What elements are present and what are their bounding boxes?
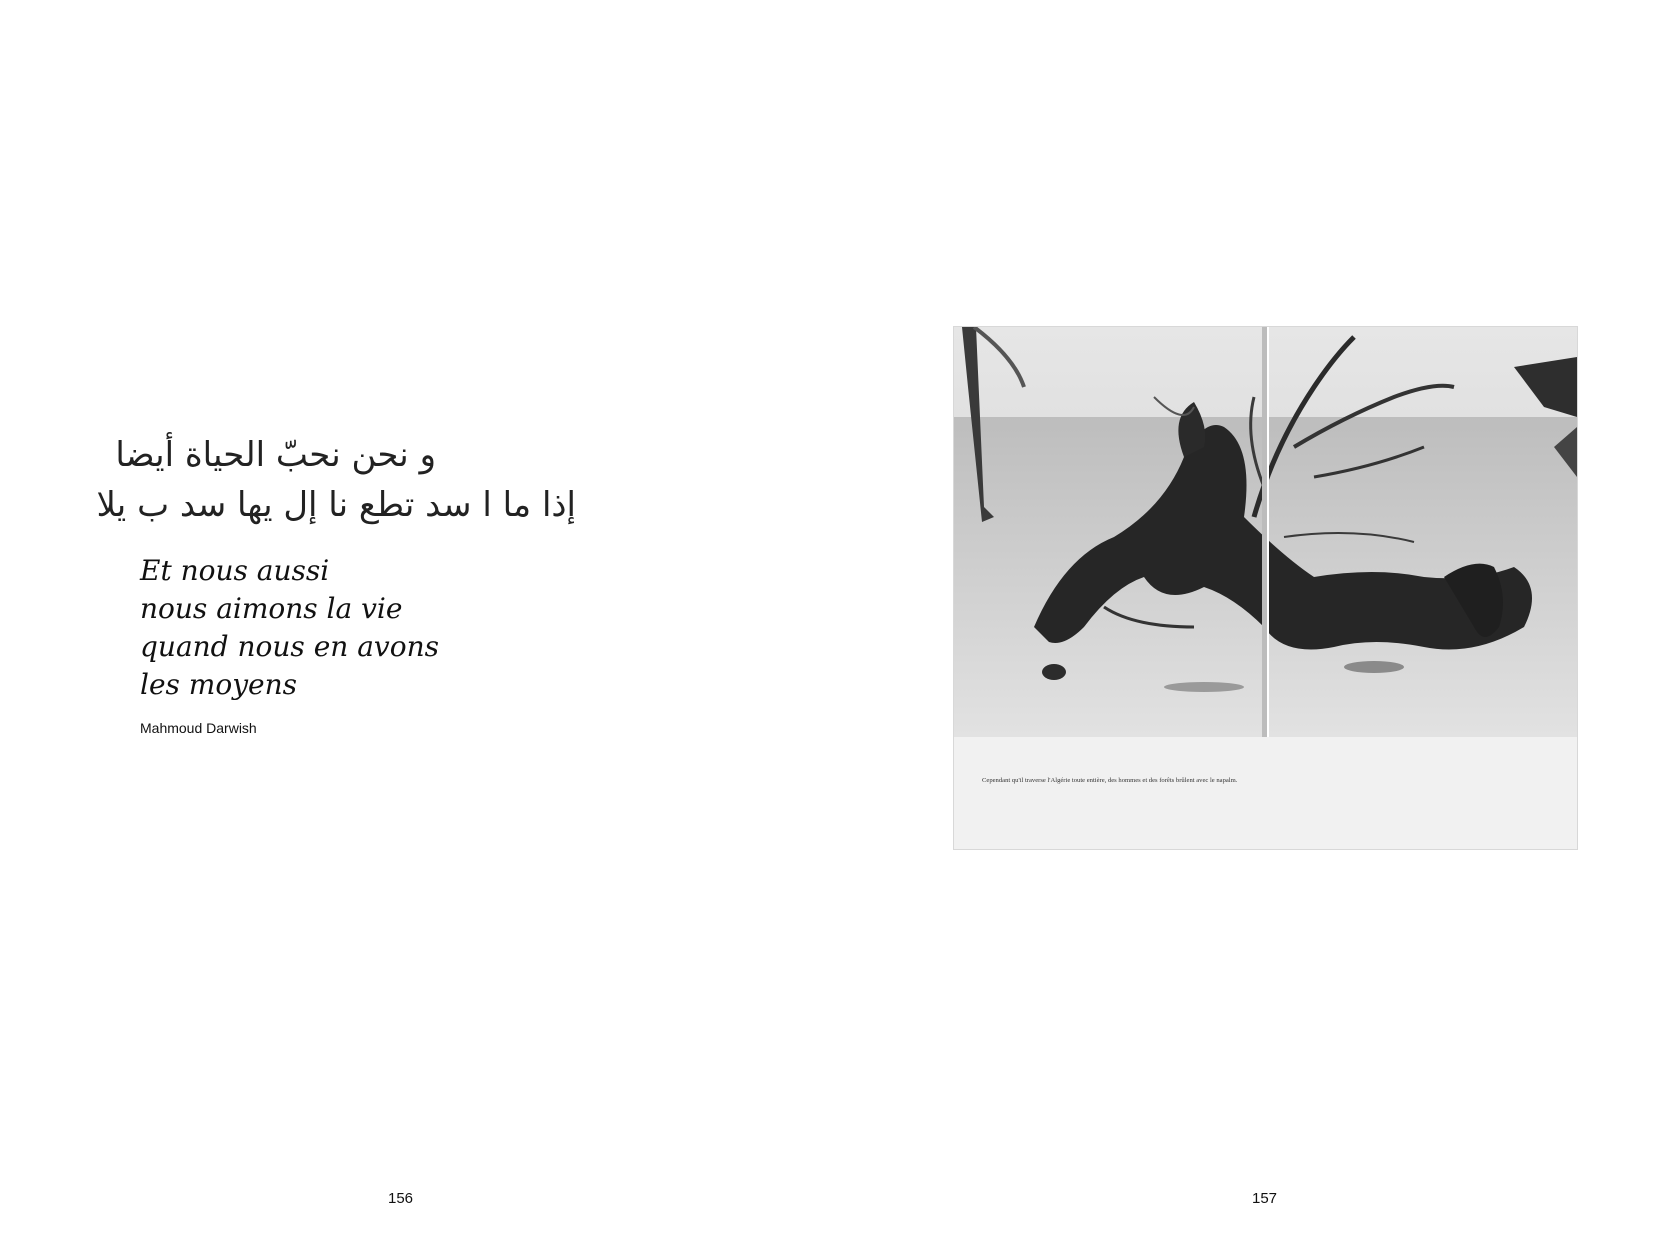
arabic-line-2: إذا ما ا سد تطع نا إل يها سد ب يلا [96,485,576,525]
page-number-right: 157 [1252,1190,1278,1207]
right-page [827,0,1653,1240]
left-page [0,0,826,1240]
scanned-photo [954,327,1577,849]
poem-line-3: quand nous en avons [140,630,439,663]
poem-line-1: Et nous aussi [140,554,330,587]
burned-tree-photo-icon [954,327,1577,849]
photo-caption: Cependant qu'il traverse l'Algérie toute entière, des hommes et des forêts brûlent avec le napalm. [982,777,1238,784]
arabic-verse [96,430,576,530]
poem-line-4: les moyens [140,668,297,701]
author-credit: Mahmoud Darwish [140,720,257,736]
poem-line-2: nous aimons la vie [140,592,403,625]
arabic-line-1: و نحن نحبّ الحياة أيضا [115,435,436,475]
french-verse [140,552,439,704]
page-number-left: 156 [388,1190,414,1207]
